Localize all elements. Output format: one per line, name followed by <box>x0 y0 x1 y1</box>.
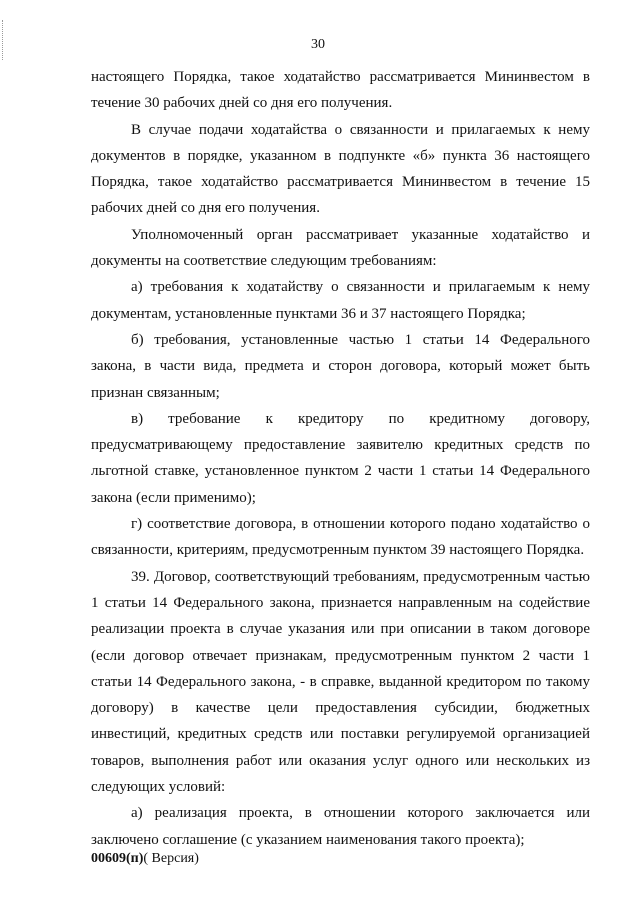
list-item-a: а) требования к ходатайству о связанности и прилагаемым к нему документам, установленные пунктами 36 и 37 настоящего Порядка; <box>91 279 590 322</box>
paragraph-39: 39. Договор, соответствующий требованиям, предусмотренным частью 1 статьи 14 Федерального закона, признается направленным на содействие реализации проекта в случае указания или при описании в таком договоре (если договор отвечает признакам, предусмотренным пунктом 2 части 1 статьи 14 Федерального закона, - в справке, выданной кредитором по такому договору) в качестве цели предоставления субсидии, бюджетных инвестиций, кредитных средств или поставки регулируемой организацией товаров, выполнения работ или оказания услуг одного или нескольких из следующих условий: <box>91 568 590 796</box>
paragraph: Уполномоченный орган рассматривает указанные ходатайство и документы на соответствие следующим требованиям: <box>91 226 590 270</box>
page-number: 30 <box>311 37 325 52</box>
paragraph-continuation: настоящего Порядка, такое ходатайство рассматривается Мининвестом в течение 30 рабочих дней со дня его получения. <box>91 69 590 112</box>
document-footer <box>91 850 199 868</box>
list-item-g: г) соответствие договора, в отношении которого подано ходатайство о связанности, критериям, предусмотренным пунктом 39 настоящего Порядка. <box>91 516 590 559</box>
document-code: 00609(п) <box>91 851 144 866</box>
list-item-a: а) реализация проекта, в отношении которого заключается или заключено соглашение (с указанием наименования такого проекта); <box>91 805 590 848</box>
list-item-v: в) требование к кредитору по кредитному договору, предусматривающему предоставление заявителю кредитных средств по льготной ставке, установленное пунктом 2 части 1 статьи 14 Федерального закона (если применимо); <box>91 410 590 506</box>
list-item-b: б) требования, установленные частью 1 статьи 14 Федерального закона, в части вида, предмета и сторон договора, который может быть признан связанным; <box>91 331 590 401</box>
paragraph: В случае подачи ходатайства о связанности и прилагаемых к нему документов в порядке, указанном в подпункте «б» пункта 36 настоящего Порядка, такое ходатайство рассматривается Мининвестом в течение 15 рабочих дней со дня его получения. <box>91 121 590 217</box>
document-version: ( Версия) <box>143 851 199 866</box>
document-body <box>91 64 590 853</box>
